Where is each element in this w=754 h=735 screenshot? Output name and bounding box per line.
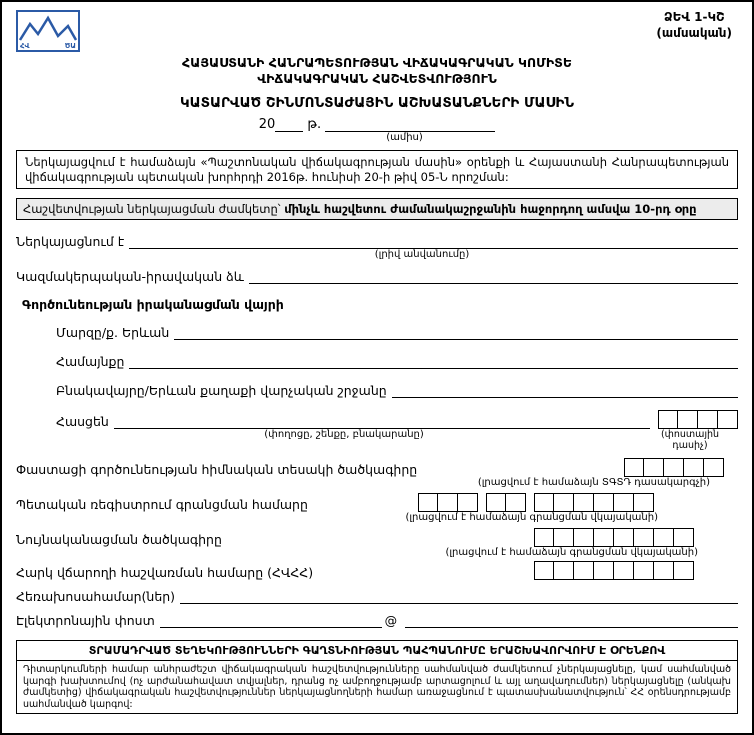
code-box[interactable] bbox=[554, 561, 574, 580]
code-box[interactable] bbox=[574, 528, 594, 547]
activity-location-title: Գործունեության իրականացման վայրի bbox=[22, 297, 284, 312]
phone-label: Հեռախոսահամար(ներ) bbox=[16, 589, 176, 604]
code-box[interactable] bbox=[658, 410, 678, 429]
id-code-hint: (լրացվում է համաձայն գրանցման վկայականի) bbox=[445, 547, 698, 558]
form-subject-title: ԿԱՏԱՐՎԱԾ ՇԻՆՄՈՆՏԱԺԱՅԻՆ ԱՇԽԱՏԱՆՔՆԵՐԻ ՄԱՍԻՆ bbox=[179, 95, 575, 112]
code-box[interactable] bbox=[486, 493, 506, 512]
address-label: Հասցեն bbox=[56, 414, 109, 429]
legal-form-row bbox=[16, 269, 738, 284]
id-code-boxes bbox=[534, 528, 694, 547]
logo-letters-left: ՀՎ bbox=[20, 42, 30, 50]
year-prefix: 20 bbox=[258, 117, 276, 133]
email-row bbox=[16, 613, 738, 628]
armstat-logo bbox=[16, 10, 80, 52]
code-box[interactable] bbox=[624, 458, 644, 477]
code-box[interactable] bbox=[704, 458, 724, 477]
code-box[interactable] bbox=[594, 493, 614, 512]
code-box[interactable] bbox=[644, 458, 664, 477]
id-code-label: Նույնականացման ծածկագիրը bbox=[16, 532, 222, 547]
form-code-block bbox=[656, 10, 738, 41]
settlement-row bbox=[56, 383, 738, 398]
code-box[interactable] bbox=[438, 493, 458, 512]
code-box[interactable] bbox=[634, 561, 654, 580]
footer-legal-note: Դիտարկումների համար անհրաժեշտ վիճակագրական հաշվետվությունները սահմանված ժամկետում չներկայացնելը, կամ սահմանված կարգի խախտումով (ոչ արժանահավատ տվյալներ, դրանց ոչ ամբողջությամբ արտացոլում և այլ աղավաղումներ) ներկայացնելը (անկախ ժամկետից) վիճակագրական հաշվետվություններ ներկայացնողների համար առաջացնում է պատասխանատվություն՝ ՀՀ օրենսդրությամբ սահմանված կարգով: bbox=[16, 661, 738, 714]
activity-code-boxes bbox=[624, 458, 724, 477]
year-suffix: թ. bbox=[307, 117, 322, 133]
postal-hint: (փոստային դասիչ) bbox=[660, 429, 720, 451]
region-label: Մարզը/ք. Երևան bbox=[56, 325, 170, 340]
code-box[interactable] bbox=[594, 561, 614, 580]
region-line[interactable] bbox=[174, 325, 738, 340]
month-blank[interactable] bbox=[325, 118, 495, 132]
code-box[interactable] bbox=[614, 561, 634, 580]
deadline-row bbox=[16, 198, 738, 220]
report-type-title: ՎԻՃԱԿԱԳՐԱԿԱՆ ՀԱՇՎԵՏՎՈՒԹՅՈՒՆ bbox=[257, 70, 497, 86]
code-box[interactable] bbox=[634, 528, 654, 547]
code-box[interactable] bbox=[554, 528, 574, 547]
code-box[interactable] bbox=[674, 561, 694, 580]
legal-form-label: Կազմակերպական-իրավական ձև bbox=[16, 269, 244, 284]
form-code: ՁԵՎ 1-ԿՇ bbox=[663, 10, 725, 24]
legal-form-line[interactable] bbox=[249, 269, 738, 284]
code-box[interactable] bbox=[506, 493, 526, 512]
settlement-line[interactable] bbox=[392, 383, 738, 398]
deadline-label: Հաշվետվության ներկայացման ժամկետը՝ bbox=[23, 202, 281, 216]
presented-by-label: Ներկայացնում է bbox=[16, 234, 125, 249]
logo-letters-right: ԾԱ bbox=[64, 42, 76, 50]
month-hint: (ամիս) bbox=[386, 132, 423, 144]
code-box[interactable] bbox=[458, 493, 478, 512]
code-box[interactable] bbox=[678, 410, 698, 429]
form-header bbox=[16, 10, 738, 52]
code-box[interactable] bbox=[534, 528, 554, 547]
committee-title: ՀԱՅԱՍՏԱՆԻ ՀԱՆՐԱՊԵՏՈՒԹՅԱՆ ՎԻՃԱԿԱԳՐԱԿԱՆ ԿՈՄԻՏԵ bbox=[182, 55, 572, 70]
register-boxes-group1 bbox=[418, 493, 478, 512]
code-box[interactable] bbox=[664, 458, 684, 477]
code-box[interactable] bbox=[654, 528, 674, 547]
tin-label: Հարկ վճարողի հաշվառման համարը (ՀՎՀՀ) bbox=[16, 565, 314, 580]
activity-code-hint: (լրացվում է համաձայն ՏԳՏԴ դասակարգչի) bbox=[477, 477, 710, 488]
code-box[interactable] bbox=[594, 528, 614, 547]
code-box[interactable] bbox=[534, 493, 554, 512]
register-boxes-group3 bbox=[534, 493, 654, 512]
id-code-row bbox=[16, 528, 738, 547]
presented-by-line[interactable] bbox=[129, 234, 738, 249]
period-line bbox=[16, 117, 738, 132]
settlement-label: Բնակավայրը/Երևան քաղաքի վարչական շրջանը bbox=[56, 383, 387, 398]
code-box[interactable] bbox=[614, 493, 634, 512]
code-box[interactable] bbox=[634, 493, 654, 512]
confidentiality-banner: ՏՐԱՄԱԴՐՎԱԾ ՏԵՂԵԿՈՒԹՅՈՒՆՆԵՐԻ ԳԱՂՏՆԻՈՒԹՅԱՆ ՊԱՀՊԱՆՈՒՄԸ ԵՐԱՇԽԱՎՈՐՎՈՒՄ Է ՕՐԵՆՔՈՎ bbox=[16, 640, 738, 661]
register-number-row bbox=[16, 493, 738, 512]
code-box[interactable] bbox=[418, 493, 438, 512]
presented-by-row bbox=[16, 234, 738, 249]
register-number-hint: (լրացվում է համաձայն գրանցման վկայականի) bbox=[405, 512, 658, 523]
code-box[interactable] bbox=[534, 561, 554, 580]
register-boxes-group2 bbox=[486, 493, 526, 512]
activity-code-label: Փաստացի գործունեության հիմնական տեսակի ծածկագիրը bbox=[16, 462, 418, 477]
region-row bbox=[56, 325, 738, 340]
phone-row bbox=[16, 589, 738, 604]
email-local-line[interactable] bbox=[160, 613, 382, 628]
email-label: Էլեկտրոնային փոստ bbox=[16, 613, 155, 628]
address-row bbox=[56, 410, 738, 429]
code-box[interactable] bbox=[698, 410, 718, 429]
code-box[interactable] bbox=[574, 561, 594, 580]
code-box[interactable] bbox=[614, 528, 634, 547]
year-blank[interactable] bbox=[275, 118, 303, 132]
tin-boxes bbox=[534, 561, 694, 580]
address-hint: (փողոցը, շենքը, բնակարանը) bbox=[264, 429, 424, 440]
community-label: Համայնքը bbox=[56, 354, 125, 369]
phone-line[interactable] bbox=[180, 589, 738, 604]
code-box[interactable] bbox=[718, 410, 738, 429]
register-number-label: Պետական ռեգիստրում գրանցման համարը bbox=[16, 497, 308, 512]
code-box[interactable] bbox=[684, 458, 704, 477]
email-at-sign: @ bbox=[384, 613, 398, 628]
community-row bbox=[56, 354, 738, 369]
code-box[interactable] bbox=[574, 493, 594, 512]
legal-basis-box: Ներկայացվում է համաձայն «Պաշտոնական վիճակագրության մասին» օրենքի և Հայաստանի Հանրապետության վիճակագրության պետական խորհրդի 2016թ. հունիսի 20-ի թիվ 05-Ն որոշման: bbox=[16, 150, 738, 189]
code-box[interactable] bbox=[674, 528, 694, 547]
tin-row bbox=[16, 561, 738, 580]
email-domain-line[interactable] bbox=[405, 613, 738, 628]
address-hints bbox=[16, 429, 738, 451]
code-box[interactable] bbox=[654, 561, 674, 580]
postal-code-boxes bbox=[658, 410, 738, 429]
address-line[interactable] bbox=[114, 414, 650, 429]
activity-code-row bbox=[16, 458, 738, 477]
code-box[interactable] bbox=[554, 493, 574, 512]
form-periodicity: (ամսական) bbox=[656, 25, 732, 40]
presented-by-hint: (լրիվ անվանումը) bbox=[374, 249, 470, 260]
deadline-value: մինչև հաշվետու ժամանակաշրջանին հաջորդող ամսվա 10-րդ օրը bbox=[284, 202, 697, 216]
community-line[interactable] bbox=[129, 354, 738, 369]
